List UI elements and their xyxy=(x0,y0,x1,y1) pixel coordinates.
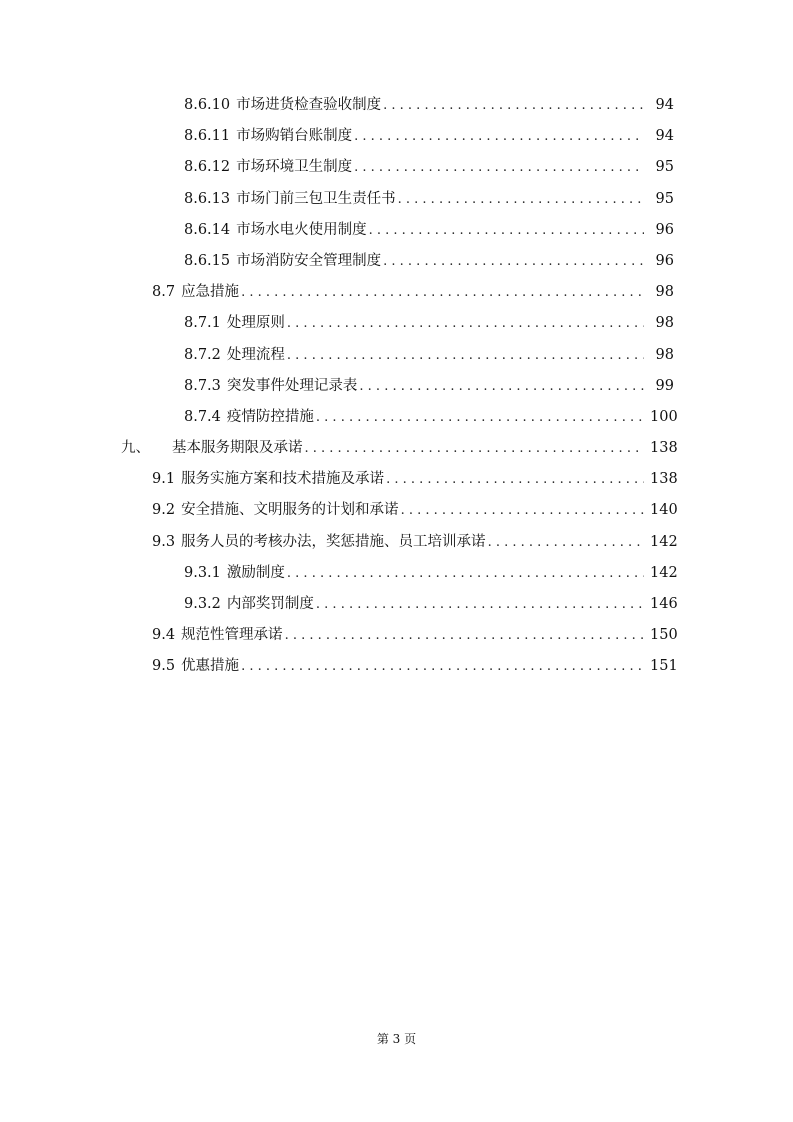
toc-entry[interactable] xyxy=(0,464,678,495)
toc-entry-page: 100 xyxy=(650,408,678,425)
toc-entry-page: 98 xyxy=(655,315,674,332)
dot-leader xyxy=(354,121,644,152)
dot-leader xyxy=(369,215,644,246)
toc-entry-title: 处理原则 xyxy=(226,315,285,332)
toc-entry-title: 内部奖罚制度 xyxy=(226,596,314,612)
toc-entry-page: 138 xyxy=(650,440,678,457)
toc-entry-number: 9.3 xyxy=(152,533,176,550)
dot-leader xyxy=(316,402,644,433)
toc-entry-page: 96 xyxy=(655,252,674,269)
toc-entry[interactable] xyxy=(0,589,678,620)
toc-entry-title: 优惠措施 xyxy=(181,658,240,675)
toc-entry-number: 8.6.12 xyxy=(184,159,231,176)
toc-entry-title: 市场门前三包卫生责任书 xyxy=(236,190,396,207)
dot-leader xyxy=(316,589,644,620)
toc-entry-title: 处理流程 xyxy=(226,346,285,363)
toc-entry-page: 150 xyxy=(650,627,678,644)
toc-entry-number: 9.1 xyxy=(152,471,176,488)
toc-entry-title: 市场购销台账制度 xyxy=(236,128,353,145)
toc-entry-page: 95 xyxy=(655,159,674,176)
dot-leader xyxy=(305,433,645,464)
toc-entry-title: 规范性管理承诺 xyxy=(181,627,283,644)
dot-leader xyxy=(241,651,644,682)
toc-entry[interactable] xyxy=(0,90,674,121)
toc-entry-number: 9.3.1 xyxy=(184,564,221,581)
toc-entry-number: 8.7.2 xyxy=(184,346,221,363)
toc-entry[interactable] xyxy=(0,308,674,339)
toc-entry[interactable] xyxy=(0,246,674,277)
toc-entry-page: 142 xyxy=(650,564,678,581)
dot-leader xyxy=(401,495,644,526)
toc-entry-page: 94 xyxy=(655,97,674,113)
dot-leader xyxy=(287,340,644,371)
dot-leader xyxy=(287,558,644,589)
toc-entry-title: 市场水电火使用制度 xyxy=(236,221,367,238)
dot-leader xyxy=(386,464,644,495)
dot-leader xyxy=(241,277,644,308)
toc-entry-title: 安全措施、文明服务的计划和承诺 xyxy=(181,502,399,519)
toc-entry[interactable] xyxy=(0,527,678,558)
toc-entry[interactable] xyxy=(0,121,674,152)
toc-entry-page: 138 xyxy=(650,471,678,488)
toc-entry-page: 151 xyxy=(650,658,678,675)
dot-leader xyxy=(383,90,644,121)
toc-entry-number: 8.7.1 xyxy=(184,315,221,332)
toc-entry-page: 98 xyxy=(655,346,674,363)
toc-entry[interactable] xyxy=(0,152,674,183)
table-of-contents xyxy=(0,90,793,683)
toc-entry-number: 9.2 xyxy=(152,502,176,519)
toc-entry-page: 96 xyxy=(655,221,674,238)
toc-entry[interactable] xyxy=(0,402,678,433)
toc-entry-number: 8.7.4 xyxy=(184,408,221,425)
toc-entry[interactable] xyxy=(0,277,674,308)
toc-entry-title: 激励制度 xyxy=(226,564,285,581)
toc-entry-title: 突发事件处理记录表 xyxy=(226,377,358,394)
toc-entry-number: 九、 xyxy=(121,440,150,457)
toc-entry-title: 基本服务期限及承诺 xyxy=(172,440,303,457)
toc-entry-page: 140 xyxy=(650,502,678,519)
toc-entry-page: 94 xyxy=(655,128,674,145)
toc-entry-title: 应急措施 xyxy=(181,284,240,301)
dot-leader xyxy=(354,152,644,183)
toc-entry-title: 市场进货检查验收制度 xyxy=(236,97,382,113)
toc-entry-number: 8.6.13 xyxy=(184,190,231,207)
toc-entry-page: 142 xyxy=(650,533,678,550)
dot-leader xyxy=(488,527,644,558)
page-number-footer: 第 3 页 xyxy=(376,1032,417,1046)
dot-leader xyxy=(285,620,644,651)
toc-entry[interactable] xyxy=(0,651,678,682)
toc-entry[interactable] xyxy=(0,184,674,215)
toc-entry-number: 9.5 xyxy=(152,658,176,675)
toc-entry-number: 9.4 xyxy=(152,627,176,644)
toc-entry-number: 8.6.14 xyxy=(184,221,231,238)
toc-entry-title: 市场环境卫生制度 xyxy=(236,159,353,176)
toc-entry-page: 99 xyxy=(655,377,674,394)
toc-entry[interactable] xyxy=(0,340,674,371)
toc-entry-title: 疫情防控措施 xyxy=(226,408,314,425)
toc-entry-title: 服务实施方案和技术措施及承诺 xyxy=(181,471,385,488)
toc-entry-number: 8.7 xyxy=(152,284,176,301)
dot-leader xyxy=(398,184,644,215)
toc-entry-page: 95 xyxy=(655,190,674,207)
dot-leader xyxy=(383,246,644,277)
toc-entry-title: 服务人员的考核办法，奖惩措施、员工培训承诺 xyxy=(181,533,486,550)
toc-entry[interactable] xyxy=(0,495,678,526)
toc-entry-title: 市场消防安全管理制度 xyxy=(236,252,382,269)
toc-entry-number: 8.6.10 xyxy=(184,97,231,113)
dot-leader xyxy=(287,308,644,339)
toc-entry-number: 8.6.11 xyxy=(184,128,231,145)
toc-entry[interactable] xyxy=(0,620,678,651)
toc-entry-number: 9.3.2 xyxy=(184,596,221,612)
toc-entry[interactable] xyxy=(0,558,678,589)
toc-entry-page: 98 xyxy=(655,284,674,301)
dot-leader xyxy=(359,371,644,402)
toc-entry[interactable] xyxy=(0,433,678,464)
toc-entry-page: 146 xyxy=(650,596,678,612)
toc-entry[interactable] xyxy=(0,215,674,246)
toc-entry-number: 8.6.15 xyxy=(184,252,231,269)
toc-entry[interactable] xyxy=(0,371,674,402)
toc-entry-number: 8.7.3 xyxy=(184,377,221,394)
